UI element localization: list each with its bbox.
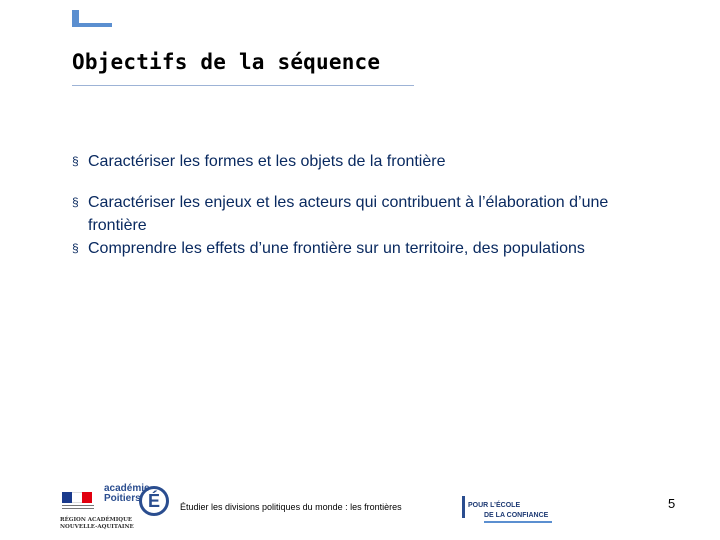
bullet-text: Caractériser les formes et les objets de la frontière [88,153,446,170]
region-academique-label: RÉGION ACADÉMIQUE NOUVELLE-AQUITAINE [60,517,134,530]
list-item [72,150,632,173]
bullet-text: Caractériser les enjeux et les acteurs qui contribuent à l’élaboration d’une frontière [88,194,609,234]
footer-caption: Étudier les divisions politiques du monde : les frontières [180,502,402,512]
list-item [72,237,632,260]
list-item [72,191,632,237]
academie-e-emblem-icon: É [139,486,169,516]
slide-title: Objectifs de la séquence [72,50,381,74]
ecole-confiance-logo: POUR L’ÉCOLE DE LA CONFIANCE [462,494,554,526]
french-flag-icon [62,492,92,503]
objectives-list [72,150,632,260]
bullet-marker-icon: § [72,154,79,168]
page-number: 5 [668,496,676,511]
bullet-marker-icon: § [72,241,79,255]
bullet-text: Comprendre les effets d’une frontière sur un territoire, des populations [88,240,585,257]
academie-wordmark: académie Poitiers [104,483,150,504]
republic-caption-lines [62,505,94,511]
academie-poitiers-logo [60,472,175,532]
bullet-marker-icon: § [72,195,79,209]
title-underline [72,85,414,86]
corner-bracket-decoration [72,10,112,26]
